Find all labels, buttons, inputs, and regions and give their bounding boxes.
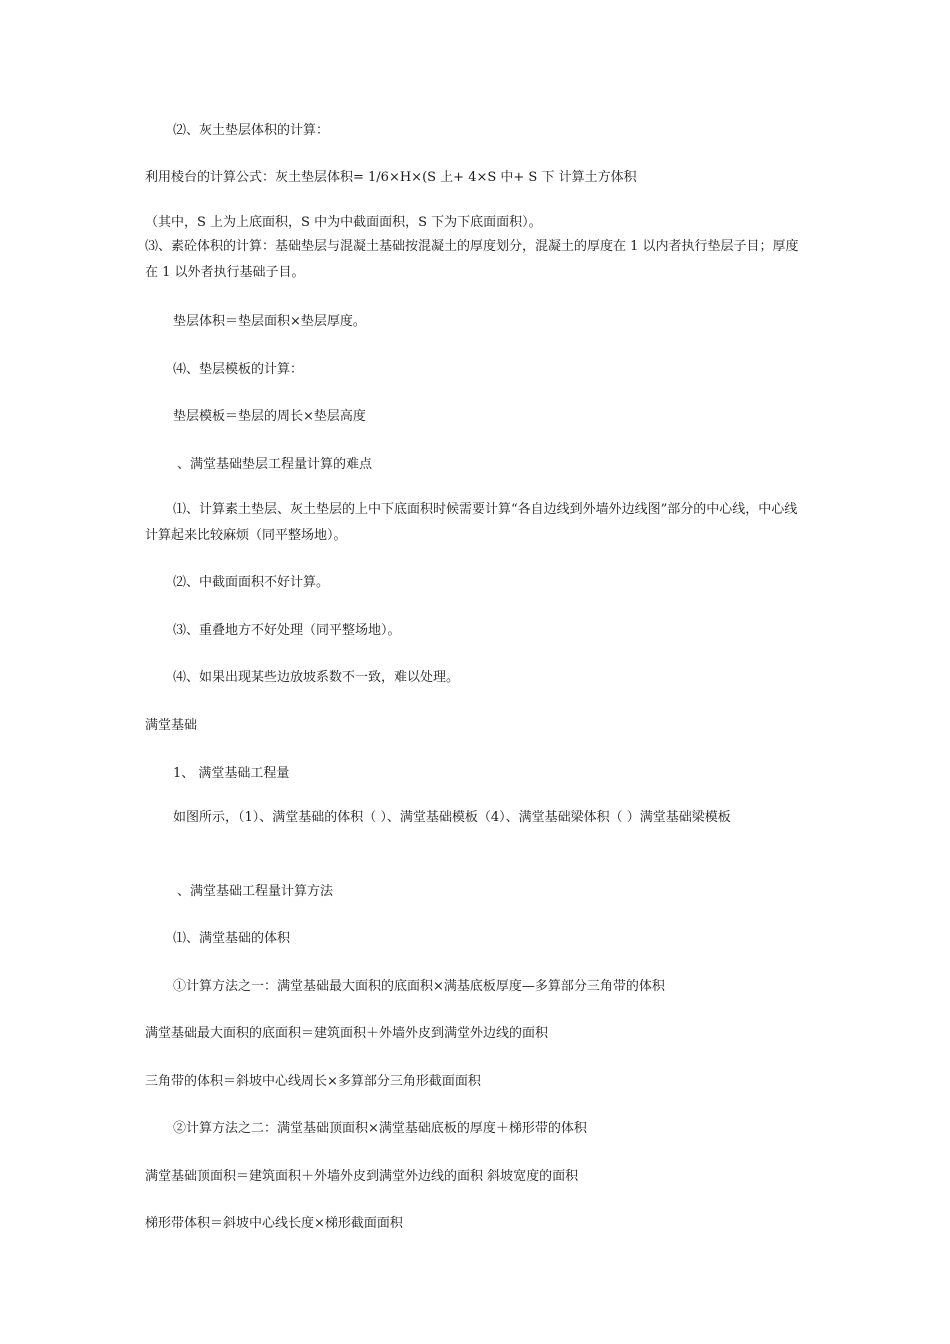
paragraph-max-area: 满堂基础最大面积的底面积＝建筑面积＋外墙外皮到满堂外边线的面积 xyxy=(145,1026,549,1041)
subheading-calc-method: 、满堂基础工程量计算方法 xyxy=(177,884,334,899)
paragraph-formwork-heading: ⑷、垫层模板的计算： xyxy=(173,362,304,377)
paragraph-method-two: ②计算方法之二：满堂基础顶面积×满堂基础底板的厚度＋梯形带的体积 xyxy=(173,1121,587,1136)
paragraph-method-one: ①计算方法之一：满堂基础最大面积的底面积×满基底板厚度—多算部分三角带的体积 xyxy=(173,979,665,994)
paragraph-triangle-volume: 三角带的体积＝斜坡中心线周长×多算部分三角形截面面积 xyxy=(145,1074,481,1089)
subheading-raft-quantity: 1、 满堂基础工程量 xyxy=(173,766,290,781)
section-heading-raft-foundation: 满堂基础 xyxy=(145,718,198,733)
paragraph-difficulty-1: ⑴、计算素土垫层、灰土垫层的上中下底面积时候需要计算“各自边线到外墙外边线图”部分的中心线，中心线计算起来比较麻烦（同平整场地）。 xyxy=(145,502,798,543)
paragraph-frustum-formula: 利用棱台的计算公式：灰土垫层体积= 1/6×H×(S 上+ 4×S 中+ S 下 计算土方体积 xyxy=(145,170,637,185)
paragraph-cushion-volume: 垫层体积＝垫层面积×垫层厚度。 xyxy=(173,314,366,329)
paragraph-difficulty-4: ⑷、如果出现某些边放坡系数不一致，难以处理。 xyxy=(173,670,460,685)
paragraph-top-area: 满堂基础顶面积＝建筑面积＋外墙外皮到满堂外边线的面积 斜坡宽度的面积 xyxy=(145,1169,579,1184)
paragraph-trapezoid-volume: 梯形带体积＝斜坡中心线长度×梯形截面面积 xyxy=(145,1216,403,1231)
paragraph-formwork-formula: 垫层模板＝垫层的周长×垫层高度 xyxy=(173,409,366,424)
paragraph-lime-soil-heading: ⑵、灰土垫层体积的计算： xyxy=(173,123,330,138)
paragraph-raft-volume-heading: ⑴、满堂基础的体积 xyxy=(173,931,291,946)
paragraph-difficulty-2: ⑵、中截面面积不好计算。 xyxy=(173,575,330,590)
section-heading-difficulties: 、满堂基础垫层工程量计算的难点 xyxy=(177,457,373,472)
paragraph-difficulty-3: ⑶、重叠地方不好处理（同平整场地）。 xyxy=(173,623,401,638)
paragraph-plain-concrete: ⑶、素砼体积的计算：基础垫层与混凝土基础按混凝土的厚度划分，混凝土的厚度在 1 以内者执行垫层子目；厚度在 1 以外者执行基础子目。 xyxy=(145,239,799,280)
paragraph-formula-note: （其中，S 上为上底面积，S 中为中截面面积，S 下为下底面面积）。 xyxy=(145,215,542,230)
paragraph-as-shown: 如图所示，（1）、满堂基础的体积（ ）、满堂基础模板（4）、满堂基础梁体积（ ）满堂基础梁模板 xyxy=(173,810,731,825)
